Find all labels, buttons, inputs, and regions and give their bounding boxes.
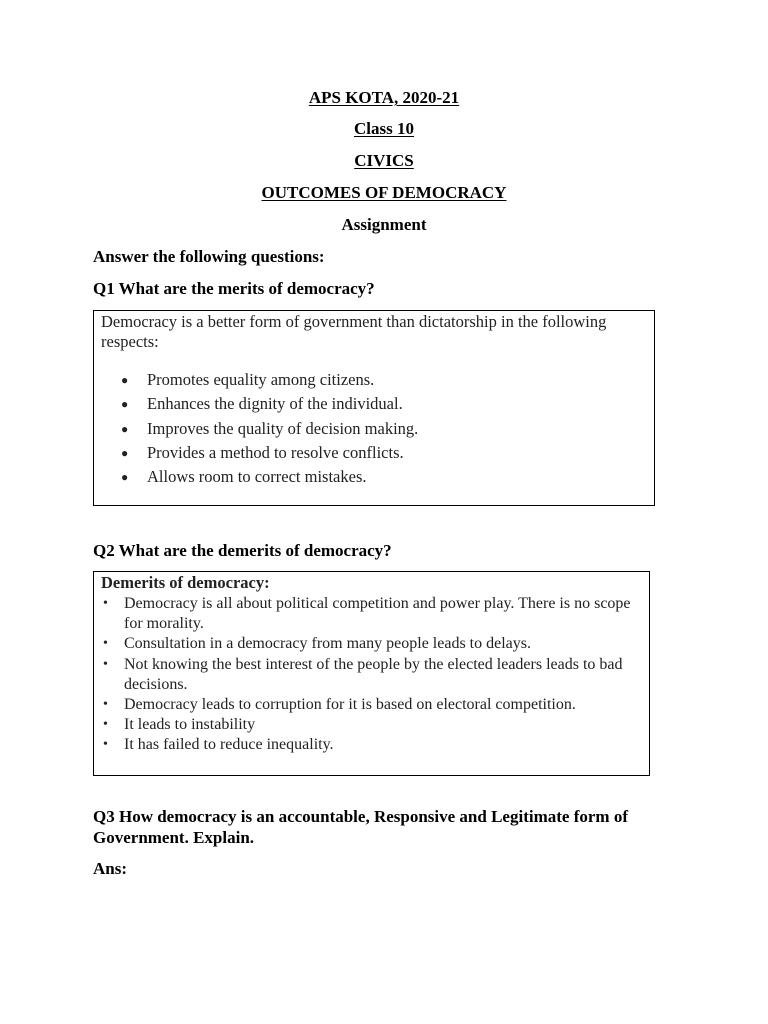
school-heading	[0, 88, 768, 108]
list-item	[101, 695, 641, 715]
q2-question: Q2 What are the demerits of democracy?	[93, 541, 392, 560]
q2-points-list	[101, 594, 641, 756]
answer-label: Ans:	[93, 859, 128, 878]
list-item	[121, 368, 418, 392]
list-item-text: Democracy is all about political competition and power play. There is no scope for morality.	[124, 595, 631, 633]
bullet-icon: ●	[121, 373, 129, 387]
school-heading-text: APS KOTA, 2020-21	[308, 88, 460, 107]
q1-answer-box	[93, 310, 655, 506]
list-item	[101, 594, 641, 634]
class-heading-text: Class 10	[354, 119, 414, 138]
subject-heading	[0, 151, 768, 171]
list-item	[101, 715, 641, 735]
chapter-heading	[0, 183, 768, 203]
q1-points-list	[121, 368, 418, 489]
list-item-text: It has failed to reduce inequality.	[124, 736, 334, 754]
class-heading	[0, 119, 768, 139]
list-item	[101, 735, 641, 755]
bullet-icon: •	[103, 596, 108, 611]
q1-intro: Democracy is a better form of government than dictatorship in the following respects:	[101, 312, 607, 351]
instruction-text: Answer the following questions:	[93, 247, 325, 266]
list-item-text: Not knowing the best interest of the people by the elected leaders leads to bad decisions.	[124, 655, 623, 693]
list-item	[121, 441, 418, 465]
list-item-text: Democracy leads to corruption for it is based on electoral competition.	[124, 696, 576, 714]
list-item-text: Improves the quality of decision making.	[147, 418, 419, 438]
q2-answer-box	[93, 571, 650, 776]
list-item	[121, 417, 418, 441]
bullet-icon: •	[103, 717, 108, 733]
bullet-icon: •	[103, 737, 108, 753]
bullet-icon: •	[103, 697, 108, 713]
list-item	[101, 634, 641, 654]
chapter-heading-text: OUTCOMES OF DEMOCRACY	[261, 183, 507, 202]
bullet-icon: ●	[121, 445, 129, 460]
list-item	[101, 655, 641, 695]
list-item-text: Allows room to correct mistakes.	[147, 467, 367, 487]
bullet-icon: ●	[121, 470, 129, 485]
list-item-text: Promotes equality among citizens.	[147, 370, 375, 389]
assignment-heading: Assignment	[341, 215, 427, 234]
list-item	[121, 465, 418, 489]
subject-heading-text: CIVICS	[354, 151, 414, 170]
bullet-icon: ●	[121, 397, 129, 412]
bullet-icon: •	[103, 636, 108, 652]
q1-question: Q1 What are the merits of democracy?	[93, 279, 375, 298]
list-item-text: Enhances the dignity of the individual.	[147, 394, 403, 414]
list-item-text: Provides a method to resolve conflicts.	[147, 442, 404, 462]
bullet-icon: ●	[121, 421, 129, 436]
list-item	[121, 392, 418, 416]
list-item-text: Consultation in a democracy from many people leads to delays.	[124, 635, 531, 653]
q2-title: Demerits of democracy:	[101, 573, 270, 592]
list-item-text: It leads to instability	[124, 716, 256, 734]
bullet-icon: •	[103, 656, 108, 672]
q3-question: Q3 How democracy is an accountable, Responsive and Legitimate form of Government. Explain.	[93, 807, 628, 847]
